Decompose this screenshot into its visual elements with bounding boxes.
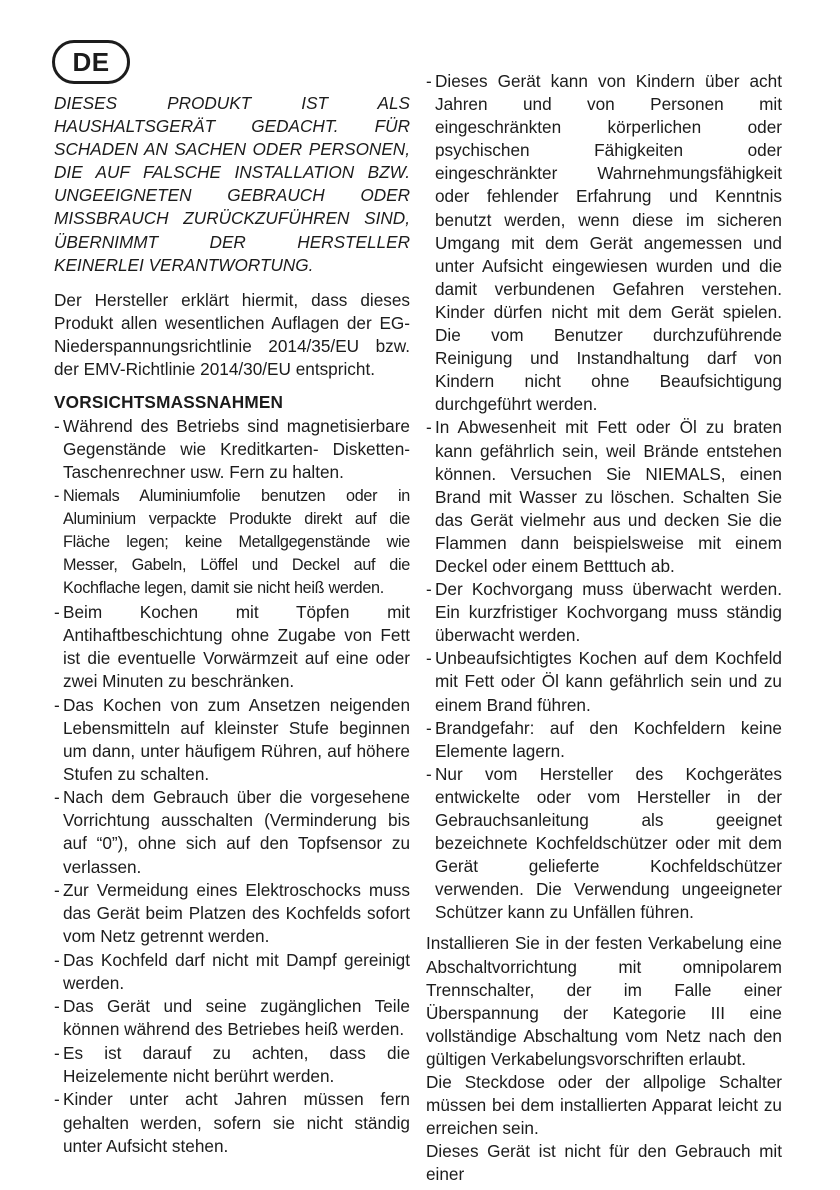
list-item: - Der Kochvorgang muss überwacht werden. Ein kurzfristiger Kochvorgang muss ständig überwacht werden. (426, 578, 782, 647)
usage-paragraph: Dieses Gerät ist nicht für den Gebrauch mit einer (426, 1141, 782, 1185)
list-item: - Das Kochfeld darf nicht mit Dampf gereinigt werden. (54, 949, 410, 995)
list-item: - Das Gerät und seine zugänglichen Teile können während des Betriebes heiß werden. (54, 995, 410, 1041)
list-item: - Nach dem Gebrauch über die vorgesehene Vorrichtung ausschalten (Verminderung bis auf “0”), ohne sich auf den Topfsensor zu verlassen. (54, 786, 410, 878)
socket-paragraph: Die Steckdose oder der allpolige Schalter müssen bei dem installierten Apparat leicht zu erreichen sein. (426, 1072, 782, 1139)
section-title-precautions: VORSICHTSMASSNAHMEN (54, 392, 284, 413)
precautions-list-continued (426, 70, 782, 924)
list-item: - Zur Vermeidung eines Elektroschocks muss das Gerät beim Platzen des Kochfelds sofort vom Netz getrennt werden. (54, 879, 410, 948)
precautions-list (54, 415, 410, 1158)
list-item: - Unbeaufsichtigtes Kochen auf dem Kochfeld mit Fett oder Öl kann gefährlich sein und zu einem Brand führen. (426, 647, 782, 716)
list-item: - Nur vom Hersteller des Kochgerätes entwickelte oder vom Hersteller in der Gebrauchsanleitung als geeignet bezeichnete Kochfeldschützer oder mit dem Gerät gelieferte Kochfeldschützer verwenden. Die Verwendung ungeeigneter Schützer kann zu Unfällen führen. (426, 763, 782, 925)
list-item: - Brandgefahr: auf den Kochfeldern keine Elemente lagern. (426, 717, 782, 763)
list-item: - Während des Betriebs sind magnetisierbare Gegenstände wie Kreditkarten- Disketten-Taschenrechner usw. Fern zu halten. (54, 415, 410, 484)
right-column (426, 70, 782, 1187)
conformity-declaration: Der Hersteller erklärt hiermit, dass dieses Produkt allen wesentlichen Auflagen der EG-Niederspannungsrichtlinie 2014/35/EU bzw. der EMV-Richtlinie 2014/30/EU entspricht. (54, 289, 410, 380)
list-item: - In Abwesenheit mit Fett oder Öl zu braten kann gefährlich sein, weil Brände entstehen können. Versuchen Sie NIEMALS, einen Brand mit Wasser zu löschen. Schalten Sie das Gerät vielmehr aus und decken Sie die Flammen dann beispielsweise mit einem Deckel oder einem Betttuch ab. (426, 416, 782, 578)
left-column (54, 92, 410, 1158)
liability-warning: DIESES PRODUKT IST ALS HAUSHALTSGERÄT GEDACHT. FÜR SCHADEN AN SACHEN ODER PERSONEN, DIE AUF FALSCHE INSTALLATION BZW. UNGEEIGNETEN GEBRAUCH ODER MISSBRAUCH ZURÜCKZUFÜHREN SIND, ÜBERNIMMT DER HERSTELLER KEINERLEI VERANTWORTUNG. (54, 93, 410, 275)
list-item: - Beim Kochen mit Töpfen mit Antihaftbeschichtung ohne Zugabe von Fett ist die eventuelle Vorwärmzeit auf eine oder zwei Minuten zu beschränken. (54, 601, 410, 693)
list-item: - Es ist darauf zu achten, dass die Heizelemente nicht berührt werden. (54, 1042, 410, 1088)
language-badge: DE (52, 40, 130, 84)
list-item: - Das Kochen von zum Ansetzen neigenden Lebensmitteln auf kleinster Stufe beginnen um dann, unter häufigem Rühren, auf höhere Stufen zu schalten. (54, 694, 410, 786)
list-item: - Niemals Aluminiumfolie benutzen oder in Aluminium verpackte Produkte direkt auf die Fläche legen; keine Metallgegenstände wie Messer, Gabeln, Löffel und Deckel auf die Kochflache legen, damit sie nicht heiß werden. (54, 485, 410, 600)
list-item: - Dieses Gerät kann von Kindern über acht Jahren und von Personen mit eingeschränkten körperlichen oder psychischen Fähigkeiten oder eingeschränkter Wahrnehmungsfähigkeit oder fehlender Erfahrung und Kenntnis benutzt werden, wenn diese im sicheren Umgang mit dem Gerät angemessen und unter Aufsicht eingewiesen wurden und die damit verbundenen Gefahren verstehen. Kinder dürfen nicht mit dem Gerät spielen. Die vom Benutzer durchzuführende Reinigung und Instandhaltung darf von Kindern nicht ohne Beaufsichtigung durchgeführt werden. (426, 70, 782, 416)
installation-paragraph: Installieren Sie in der festen Verkabelung eine Abschaltvorrichtung mit omnipolarem Trennschalter, der im Falle einer Überspannung der Kategorie III eine vollständige Abschaltung vom Netz nach den gültigen Verkabelungsvorschriften erlaubt. (426, 933, 782, 1069)
list-item: - Kinder unter acht Jahren müssen fern gehalten werden, sofern sie nicht ständig unter Aufsicht stehen. (54, 1088, 410, 1157)
